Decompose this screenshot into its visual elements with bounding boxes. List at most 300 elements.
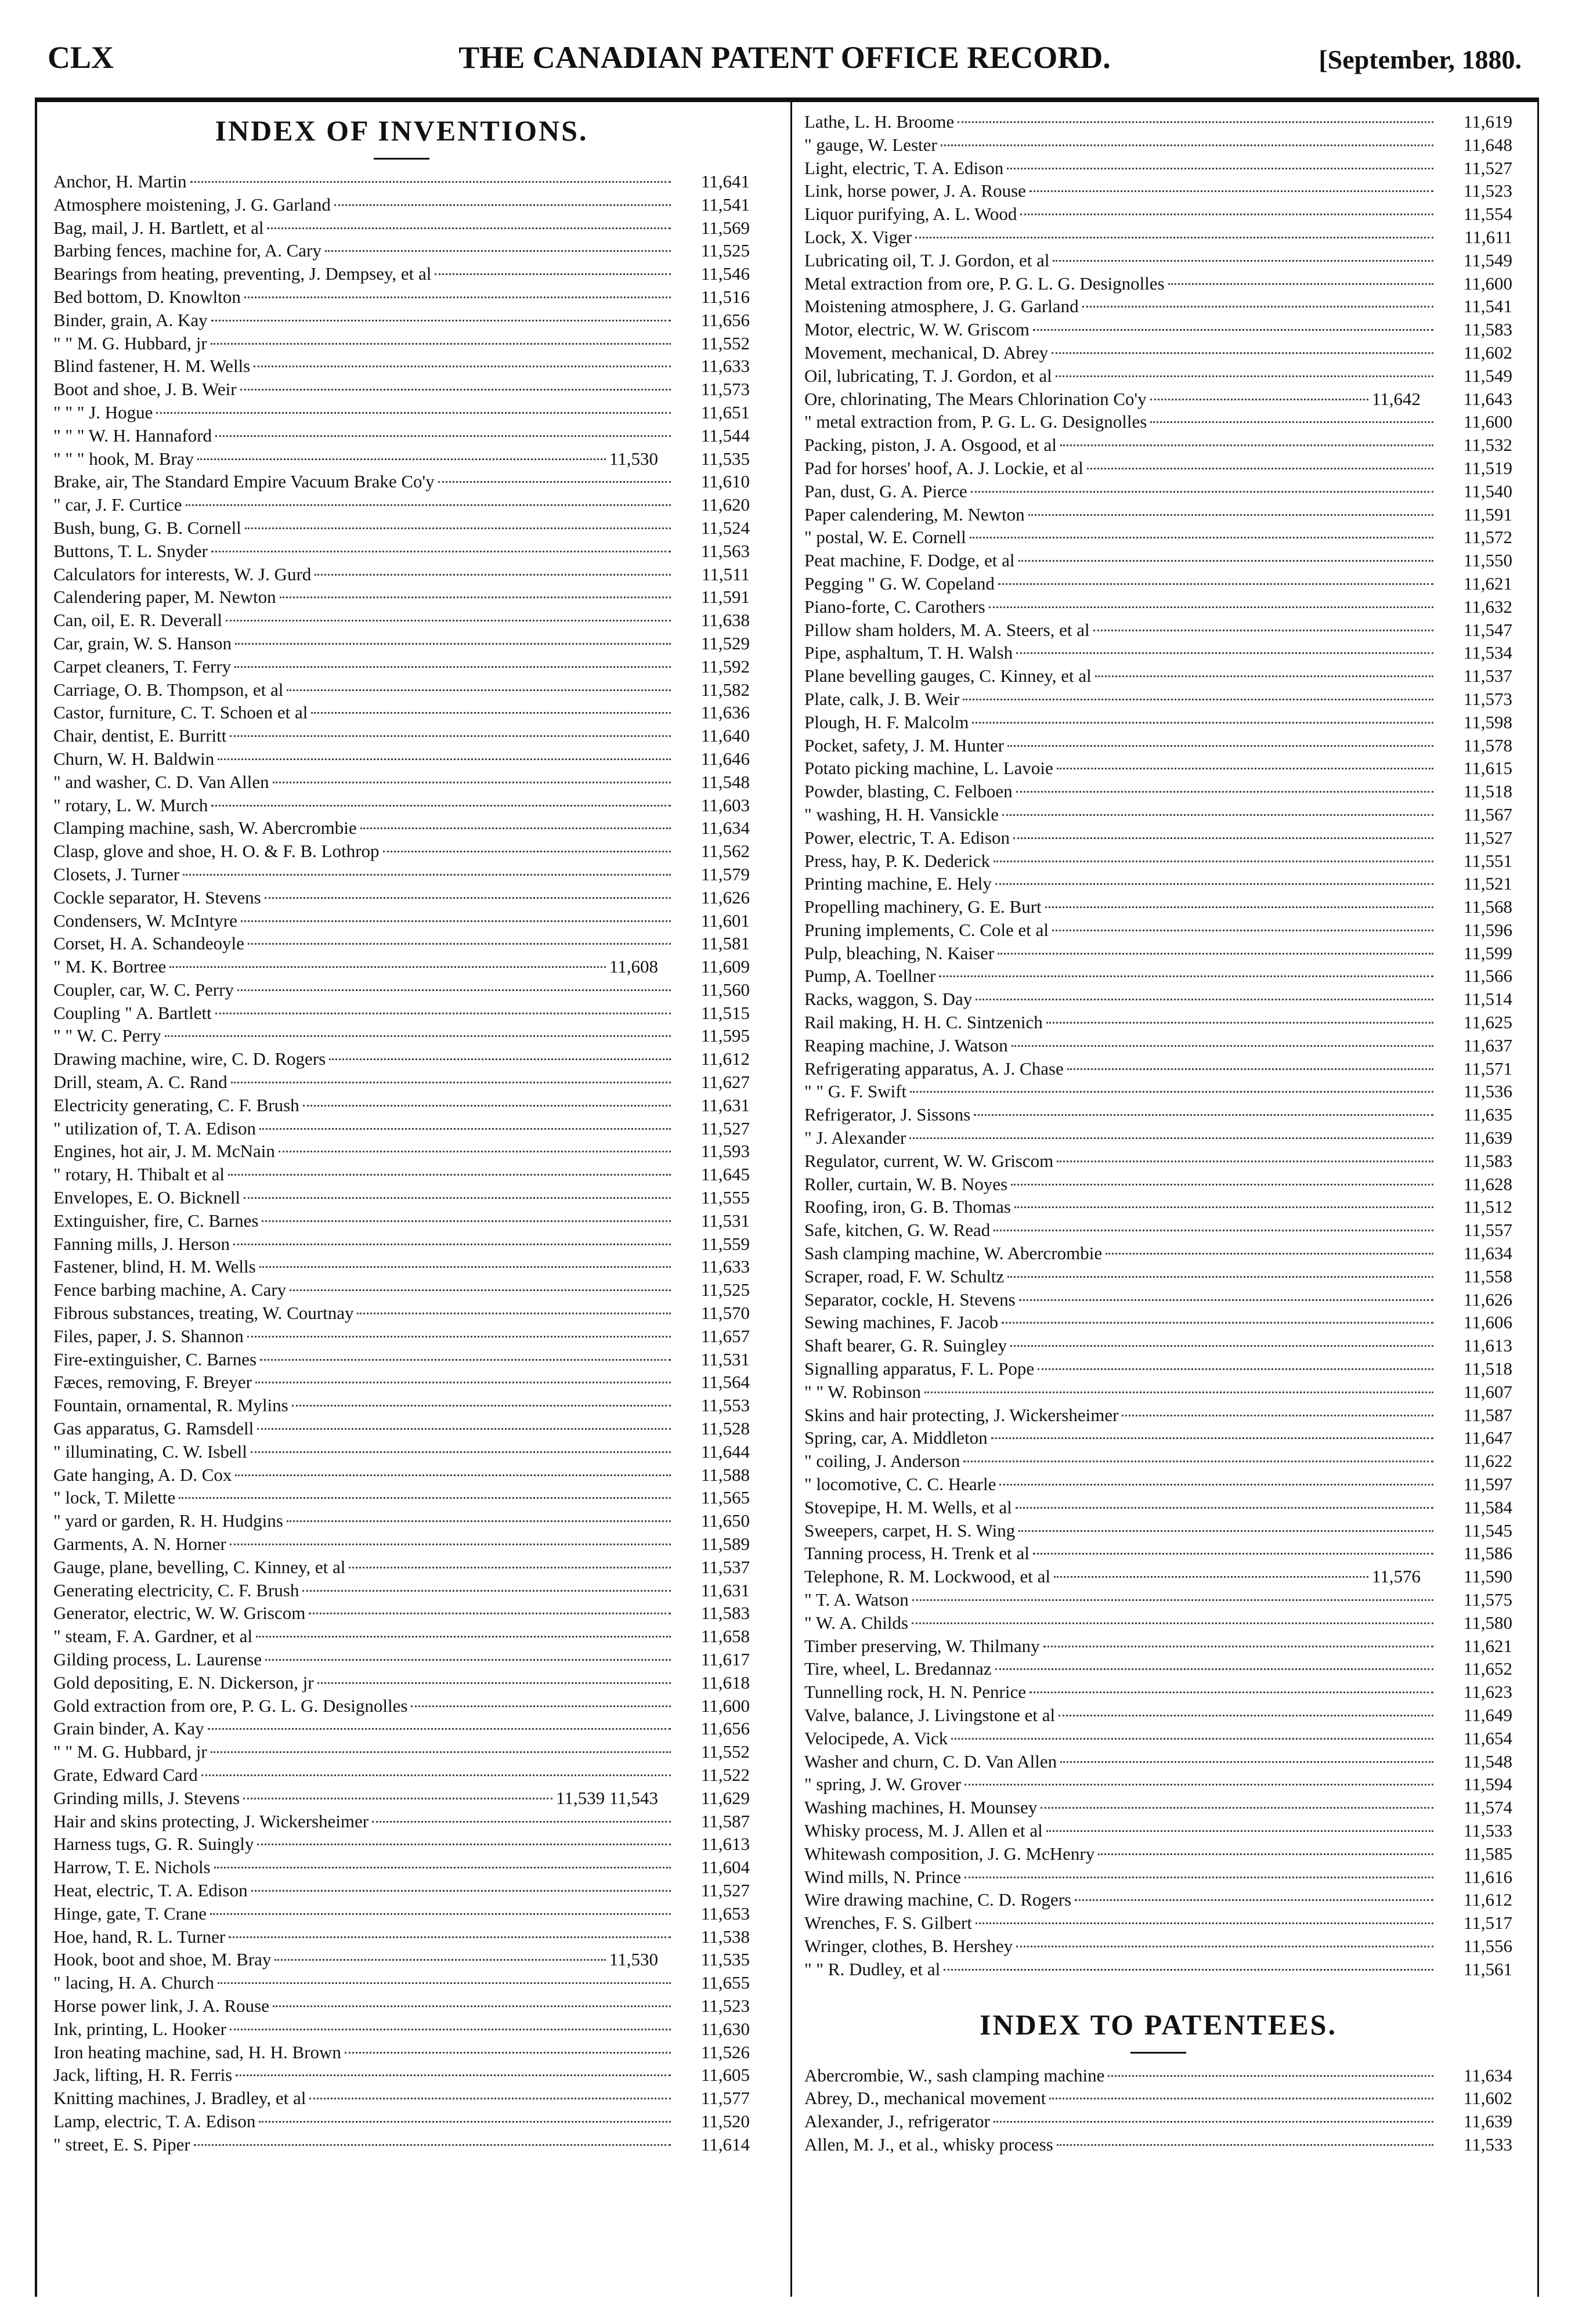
entry-text: Stovepipe, H. M. Wells, et al [804, 1497, 1012, 1517]
index-entry [804, 803, 1512, 826]
entry-text: Refrigerating apparatus, A. J. Chase [804, 1058, 1064, 1079]
entry-number: 11,603 [700, 794, 750, 815]
index-entry [53, 216, 750, 240]
index-entry [53, 1117, 750, 1140]
entry-number: 11,535 [700, 448, 750, 469]
entry-number: 11,544 [700, 425, 750, 446]
index-entry [804, 549, 1512, 572]
entry-extra-number: 11,539 11,543 [556, 1787, 658, 1808]
leader-dots [970, 537, 1433, 538]
entry-number: 11,650 [700, 1510, 750, 1531]
index-entry [804, 1150, 1512, 1173]
leader-dots [208, 1728, 671, 1730]
entry-text: Carpet cleaners, T. Ferry [53, 656, 232, 677]
leader-dots [1052, 352, 1433, 354]
leader-dots [274, 1959, 605, 1961]
entry-text: Light, electric, T. A. Edison [804, 157, 1004, 178]
leader-dots [236, 2074, 671, 2076]
index-entry [804, 1750, 1512, 1773]
entry-number: 11,605 [700, 2065, 750, 2086]
entry-number: 11,591 [700, 587, 750, 608]
entry-number: 11,606 [1463, 1312, 1512, 1333]
entry-extra-number: 11,576 [1371, 1566, 1421, 1587]
entry-extra-number: 11,530 [609, 1949, 658, 1970]
index-entry [804, 1057, 1512, 1080]
leader-dots [964, 1784, 1433, 1786]
index-entry [53, 2110, 750, 2133]
entry-number: 11,550 [1463, 550, 1512, 571]
entry-text: Heat, electric, T. A. Edison [53, 1880, 248, 1900]
index-entry [53, 1625, 750, 1648]
entry-text: " " " hook, M. Bray [53, 448, 194, 469]
entry-text: Plane bevelling gauges, C. Kinney, et al [804, 666, 1092, 686]
entry-number: 11,571 [1463, 1058, 1512, 1079]
leader-dots [924, 1391, 1433, 1393]
index-entry [804, 1727, 1512, 1750]
entry-text: Reaping machine, J. Watson [804, 1035, 1008, 1056]
entry-number: 11,641 [700, 171, 750, 191]
index-entry [804, 1935, 1512, 1958]
entry-text: Skins and hair protecting, J. Wickersheimer [804, 1404, 1119, 1425]
entry-text: Horse power link, J. A. Rouse [53, 1995, 269, 2016]
index-entry [53, 1417, 750, 1440]
index-entry [53, 655, 750, 678]
entry-number: 11,580 [1463, 1612, 1512, 1633]
index-entry [804, 203, 1512, 226]
leader-dots [1052, 930, 1433, 931]
index-entry [804, 872, 1512, 895]
index-entry [804, 711, 1512, 734]
index-entry [53, 563, 750, 586]
index-entry [804, 1680, 1512, 1704]
leader-dots [1014, 1206, 1433, 1208]
entry-text: Fountain, ornamental, R. Mylins [53, 1395, 288, 1416]
leader-dots [971, 491, 1433, 493]
entry-text: Hook, boot and shoe, M. Bray [53, 1949, 272, 1970]
entry-text: " T. A. Watson [804, 1589, 909, 1610]
entry-text: Chair, dentist, E. Burritt [53, 725, 227, 746]
entry-text: Gate hanging, A. D. Cox [53, 1464, 232, 1485]
index-entry [804, 1588, 1512, 1611]
entry-text: Harrow, T. E. Nichols [53, 1857, 211, 1878]
entry-text: Blind fastener, H. M. Wells [53, 356, 251, 377]
entry-number: 11,655 [700, 1972, 750, 1993]
entry-number: 11,549 [1463, 365, 1512, 386]
entry-text: Clamping machine, sash, W. Abercrombie [53, 818, 357, 838]
index-entry [804, 1334, 1512, 1357]
index-entry [804, 503, 1512, 526]
leader-dots [1033, 1553, 1433, 1555]
leader-dots [280, 597, 671, 598]
index-entry [53, 1717, 750, 1740]
index-entry [804, 595, 1512, 619]
entry-text: Gauge, plane, bevelling, C. Kinney, et al [53, 1556, 346, 1577]
index-entry [804, 1842, 1512, 1866]
leader-dots [1007, 168, 1433, 169]
leader-dots [247, 1336, 671, 1338]
index-entry [53, 909, 750, 933]
entry-number: 11,622 [1463, 1451, 1512, 1472]
entry-text: " lacing, H. A. Church [53, 1972, 214, 1993]
index-entry [53, 771, 750, 794]
leader-dots [273, 782, 671, 783]
entry-extra-number: 11,608 [609, 956, 658, 977]
entry-text: Hinge, gate, T. Crane [53, 1903, 207, 1924]
index-entry [53, 1579, 750, 1602]
entry-text: Tanning process, H. Trenk et al [804, 1543, 1029, 1564]
index-entry [804, 157, 1512, 180]
leader-dots [254, 366, 671, 367]
index-entry [53, 1486, 750, 1509]
index-entry [53, 1833, 750, 1856]
entry-text: Roofing, iron, G. B. Thomas [804, 1197, 1011, 1217]
entry-number: 11,637 [1463, 1035, 1512, 1056]
entry-number: 11,511 [702, 563, 750, 584]
entry-text: " steam, F. A. Gardner, et al [53, 1626, 252, 1647]
index-entry [53, 1671, 750, 1694]
column-divider [790, 102, 792, 2297]
entry-text: Coupling " A. Bartlett [53, 1002, 212, 1023]
entry-text: Buttons, T. L. Snyder [53, 540, 208, 561]
leader-dots [303, 1105, 671, 1107]
entry-text: " and washer, C. D. Van Allen [53, 771, 269, 792]
entry-text: Boot and shoe, J. B. Weir [53, 379, 237, 400]
entry-number: 11,570 [700, 1303, 750, 1324]
entry-number: 11,633 [700, 356, 750, 377]
leader-dots [186, 504, 671, 506]
entry-text: Garments, A. N. Horner [53, 1534, 226, 1555]
entry-text: Wrenches, F. S. Gilbert [804, 1913, 972, 1933]
entry-number: 11,631 [700, 1094, 750, 1115]
index-entry [53, 262, 750, 285]
entry-number: 11,631 [700, 1580, 750, 1600]
leader-dots [939, 975, 1433, 977]
entry-number: 11,552 [700, 1741, 750, 1762]
entry-number: 11,602 [1463, 342, 1512, 363]
entry-number: 11,621 [1463, 573, 1512, 594]
index-entry [804, 1911, 1512, 1935]
entry-text: Abercrombie, W., sash clamping machine [804, 2065, 1105, 2086]
entry-text: Pocket, safety, J. M. Hunter [804, 735, 1005, 756]
entry-text: " J. Alexander [804, 1127, 906, 1148]
entry-text: Potato picking machine, L. Lavoie [804, 758, 1053, 779]
entry-text: Abrey, D., mechanical movement [804, 2088, 1046, 2109]
leader-dots [334, 204, 671, 206]
entry-text: Plate, calk, J. B. Weir [804, 688, 960, 709]
entry-text: Press, hay, P. K. Dederick [804, 850, 990, 871]
leader-dots [998, 953, 1433, 955]
entry-text: " " W. C. Perry [53, 1025, 161, 1046]
entry-text: Closets, J. Turner [53, 863, 180, 884]
index-entry [53, 2018, 750, 2041]
entry-number: 11,527 [1463, 157, 1512, 178]
entry-text: Shaft bearer, G. R. Suingley [804, 1335, 1007, 1356]
index-entry [53, 1024, 750, 1047]
entry-text: " " R. Dudley, et al [804, 1958, 941, 1979]
entry-text: Wind mills, N. Prince [804, 1866, 961, 1887]
index-entry [804, 526, 1512, 549]
leader-dots [994, 2121, 1433, 2123]
index-entry [53, 1302, 750, 1325]
index-entry [804, 341, 1512, 364]
leader-dots [325, 250, 671, 252]
index-entry [804, 1657, 1512, 1680]
leader-dots [1018, 1530, 1433, 1532]
entry-number: 11,535 [700, 1949, 750, 1970]
entry-text: " " W. Robinson [804, 1381, 922, 1402]
index-entry [53, 609, 750, 632]
index-entry [804, 388, 1512, 411]
entry-number: 11,568 [1463, 897, 1512, 917]
leader-dots [233, 1244, 671, 1245]
leader-dots [230, 1544, 671, 1545]
index-entry [804, 2133, 1512, 2156]
index-entry [804, 1888, 1512, 1911]
entry-number: 11,604 [700, 1857, 750, 1878]
entry-text: Sewing machines, F. Jacob [804, 1312, 999, 1333]
entry-text: Brake, air, The Standard Empire Vacuum Brake Co'y [53, 471, 435, 492]
leader-dots [279, 1151, 671, 1152]
entry-text: Harness tugs, G. R. Suingly [53, 1834, 254, 1855]
entry-text: Castor, furniture, C. T. Schoen et al [53, 702, 308, 723]
leader-dots [1075, 1899, 1433, 1901]
index-entry [804, 1866, 1512, 1889]
index-entry [53, 1810, 750, 1833]
entry-number: 11,593 [700, 1141, 750, 1162]
entry-text: Generating electricity, C. F. Brush [53, 1580, 299, 1600]
entry-number: 11,583 [1463, 319, 1512, 340]
inventions-heading: INDEX OF INVENTIONS. [215, 114, 588, 147]
heading-rule [1130, 2052, 1186, 2054]
leader-dots [1057, 2144, 1433, 2146]
entry-text: " " M. G. Hubbard, jr [53, 1741, 207, 1762]
entry-number: 11,566 [1463, 966, 1512, 986]
leader-dots [999, 1484, 1433, 1486]
page-number: CLX [48, 40, 114, 75]
leader-dots [1002, 814, 1433, 816]
leader-dots [994, 861, 1433, 862]
index-entry [804, 433, 1512, 457]
entry-text: Fibrous substances, treating, W. Courtnay [53, 1303, 354, 1324]
index-entry [53, 332, 750, 355]
leader-dots [179, 1497, 671, 1499]
leader-dots [215, 435, 671, 437]
entry-text: Fanning mills, J. Herson [53, 1233, 230, 1254]
leader-dots [1018, 560, 1433, 562]
index-entry [804, 688, 1512, 711]
leader-dots [317, 1682, 671, 1684]
leader-dots [257, 1428, 671, 1430]
leader-dots [1060, 444, 1433, 446]
leader-dots [287, 689, 671, 691]
inventions-list-left [53, 170, 750, 2156]
entry-text: Engines, hot air, J. M. McNain [53, 1141, 275, 1162]
index-entry [804, 110, 1512, 133]
leader-dots [262, 1220, 671, 1222]
leader-dots [311, 712, 671, 714]
leader-dots [240, 389, 671, 391]
entry-text: Generator, electric, W. W. Griscom [53, 1603, 306, 1624]
leader-dots [251, 1451, 671, 1453]
entry-text: Pad for horses' hoof, A. J. Lockie, et al [804, 457, 1083, 478]
index-entry [804, 850, 1512, 873]
leader-dots [248, 943, 671, 945]
entry-number: 11,635 [1463, 1104, 1512, 1125]
entry-number: 11,581 [700, 933, 750, 954]
entry-number: 11,562 [700, 841, 750, 862]
leader-dots [974, 1114, 1433, 1116]
index-entry [53, 447, 750, 471]
entry-number: 11,525 [700, 1280, 750, 1300]
index-entry [804, 2087, 1512, 2110]
entry-number: 11,587 [1463, 1404, 1512, 1425]
index-entry [804, 641, 1512, 664]
entry-text: Roller, curtain, W. B. Noyes [804, 1173, 1008, 1194]
index-entry [53, 355, 750, 378]
leader-dots [215, 1013, 671, 1014]
entry-text: Grinding mills, J. Stevens [53, 1787, 240, 1808]
entry-text: Racks, waggon, S. Day [804, 989, 973, 1010]
leader-dots [1045, 906, 1433, 908]
entry-text: Calculators for interests, W. J. Gurd [53, 563, 312, 584]
entry-text: " washing, H. H. Vansickle [804, 804, 999, 825]
entry-number: 11,525 [700, 240, 750, 261]
leader-dots [411, 1705, 671, 1707]
leader-dots [230, 735, 671, 737]
entry-number: 11,640 [700, 725, 750, 746]
entry-text: Bag, mail, J. H. Bartlett, et al [53, 217, 264, 238]
entry-text: Fire-extinguisher, C. Barnes [53, 1349, 257, 1369]
entry-number: 11,613 [700, 1834, 750, 1855]
entry-text: Power, electric, T. A. Edison [804, 827, 1010, 848]
leader-dots [211, 805, 671, 807]
leader-dots [912, 1599, 1433, 1601]
leader-dots [226, 620, 671, 621]
entry-text: Wire drawing machine, C. D. Rogers [804, 1889, 1072, 1910]
entry-text: Separator, cockle, H. Stevens [804, 1289, 1016, 1310]
entry-number: 11,523 [1463, 180, 1512, 201]
index-entry [804, 1288, 1512, 1311]
leader-dots [1029, 1692, 1433, 1693]
leader-dots [1011, 1184, 1433, 1186]
index-entry [804, 1635, 1512, 1658]
leader-dots [383, 851, 671, 852]
entry-number: 11,540 [1463, 480, 1512, 501]
entry-number: 11,515 [700, 1002, 750, 1023]
entry-text: Drawing machine, wire, C. D. Rogers [53, 1049, 326, 1069]
entry-number: 11,599 [1463, 942, 1512, 963]
entry-text: Grate, Edward Card [53, 1764, 198, 1785]
index-entry [53, 1440, 750, 1463]
index-entry [53, 1694, 750, 1718]
entry-number: 11,554 [1463, 204, 1512, 225]
entry-text: Gold depositing, E. N. Dickerson, jr [53, 1672, 314, 1693]
leader-dots [345, 2052, 671, 2054]
entry-text: Packing, piston, J. A. Osgood, et al [804, 435, 1057, 456]
entry-text: Pump, A. Toellner [804, 966, 936, 986]
entry-number: 11,541 [700, 194, 750, 215]
entry-number: 11,638 [700, 610, 750, 631]
leader-dots [1046, 1830, 1433, 1832]
entry-number: 11,612 [700, 1049, 750, 1069]
leader-dots [1010, 1345, 1433, 1347]
leader-dots [909, 1137, 1433, 1139]
leader-dots [230, 2029, 671, 2030]
entry-number: 11,534 [1463, 642, 1512, 663]
entry-text: Pegging " G. W. Copeland [804, 573, 995, 594]
entry-text: Can, oil, E. R. Deverall [53, 610, 222, 631]
entry-number: 11,643 [1463, 388, 1512, 409]
entry-text: Refrigerator, J. Sissons [804, 1104, 971, 1125]
leader-dots [169, 966, 606, 968]
entry-number: 11,551 [1463, 850, 1512, 871]
index-entry [804, 1265, 1512, 1288]
entry-text: Washing machines, H. Mounsey [804, 1797, 1038, 1818]
entry-number: 11,558 [1463, 1266, 1512, 1286]
index-entry [53, 2041, 750, 2064]
leader-dots [211, 551, 671, 552]
entry-number: 11,575 [1463, 1589, 1512, 1610]
entry-text: Bearings from heating, preventing, J. Dempsey, et al [53, 263, 432, 284]
index-entry [53, 1163, 750, 1186]
entry-number: 11,623 [1463, 1682, 1512, 1703]
entry-number: 11,586 [1463, 1543, 1512, 1564]
leader-dots [241, 920, 671, 922]
entry-text: Scraper, road, F. W. Schultz [804, 1266, 1005, 1286]
leader-dots [1046, 1022, 1433, 1024]
entry-number: 11,533 [1463, 2134, 1512, 2155]
entry-text: Pan, dust, G. A. Pierce [804, 480, 967, 501]
entry-number: 11,647 [1463, 1427, 1512, 1448]
leader-dots [1168, 283, 1433, 285]
leader-dots [292, 1405, 671, 1407]
entry-text: Grain binder, A. Kay [53, 1718, 204, 1739]
entry-number: 11,547 [1463, 619, 1512, 640]
leader-dots [1007, 1276, 1433, 1278]
leader-dots [210, 1913, 671, 1915]
leader-dots [910, 1091, 1433, 1093]
leader-dots [235, 1474, 671, 1476]
entry-number: 11,592 [700, 656, 750, 677]
entry-text: Bush, bung, G. B. Cornell [53, 517, 241, 538]
index-entry [53, 424, 750, 447]
entry-number: 11,629 [700, 1787, 750, 1808]
index-entry [804, 226, 1512, 249]
index-entry [804, 1773, 1512, 1796]
leader-dots [259, 1128, 671, 1130]
index-entry [804, 1357, 1512, 1380]
entry-number: 11,560 [700, 979, 750, 1000]
entry-number: 11,602 [1463, 2088, 1512, 2109]
leader-dots [915, 237, 1433, 238]
leader-dots [1095, 675, 1433, 677]
leader-dots [1098, 1853, 1433, 1855]
leader-dots [245, 527, 671, 529]
entry-number: 11,601 [700, 910, 750, 931]
entry-text: " rotary, L. W. Murch [53, 794, 208, 815]
index-entry [53, 1763, 750, 1787]
entry-text: Powder, blasting, C. Felboen [804, 781, 1013, 802]
leader-dots [991, 1437, 1433, 1439]
entry-number: 11,557 [1463, 1220, 1512, 1241]
entry-number: 11,634 [1463, 1243, 1512, 1264]
index-entry [53, 1602, 750, 1625]
leader-dots [349, 1567, 671, 1568]
entry-number: 11,609 [700, 956, 750, 977]
leader-dots [229, 1936, 671, 1938]
entry-text: Piano-forte, C. Carothers [804, 596, 985, 617]
leader-dots [315, 574, 671, 576]
